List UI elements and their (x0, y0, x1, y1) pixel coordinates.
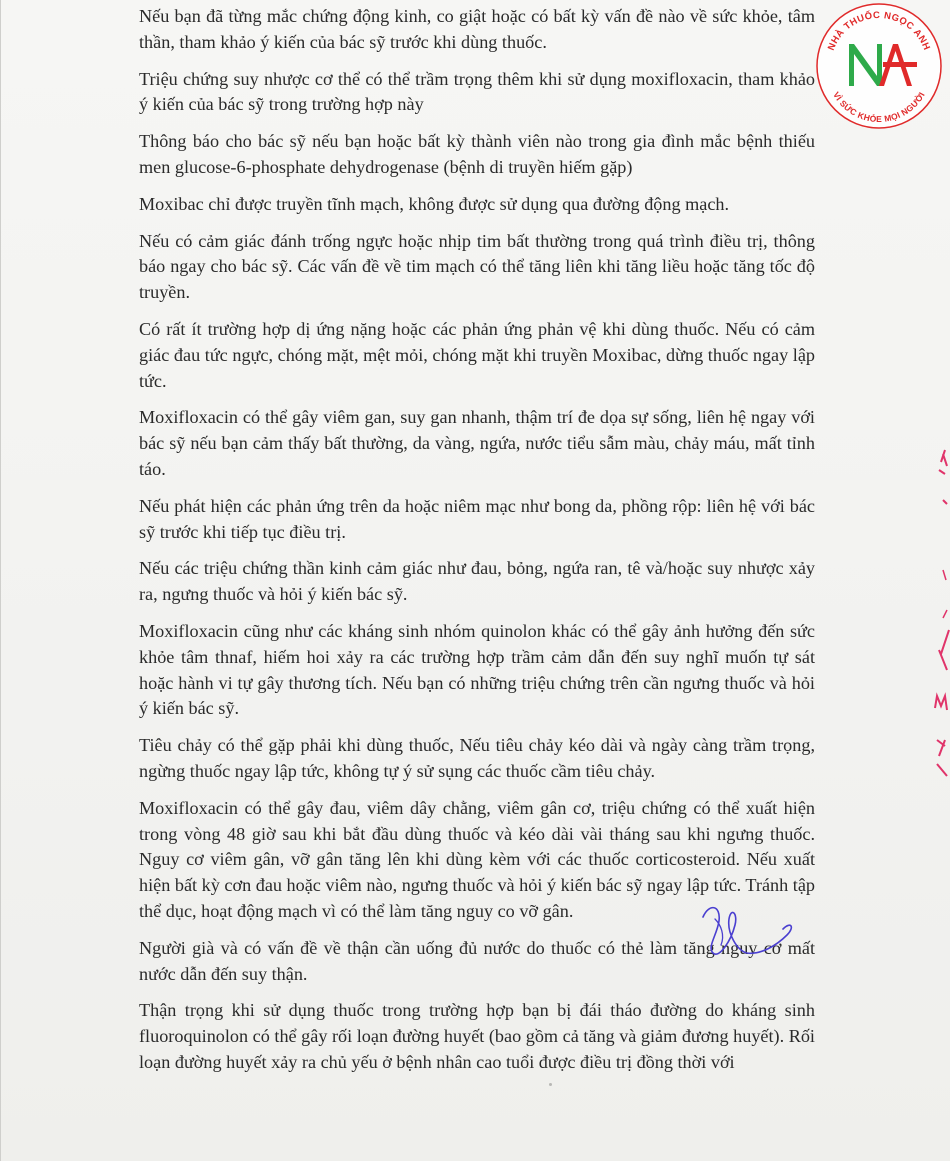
paragraph: Moxifloxacin có thể gây đau, viêm dây chằng, viêm gân cơ, triệu chứng có thể xuất hiện trong vòng 48 giờ sau khi bắt đầu dùng thuốc và kéo dài vài tháng sau khi ngưng thuốc. Nguy cơ viêm gân, vỡ gân tăng lên khi dùng kèm với các thuốc corticosteroid. Nếu xuất hiện bất kỳ cơn đau hoặc viêm nào, ngưng thuốc và hỏi ý kiến bác sỹ ngay lập tức. Tránh tập thể dục, hoạt động mạch vì có thể làm tăng nguy co vỡ gân. (139, 797, 815, 921)
logo-text-bottom: VÌ SỨC KHỎE MỌI NGƯỜI (831, 90, 927, 125)
paragraph: Moxibac chỉ được truyền tĩnh mạch, không được sử dụng qua đường động mạch. (139, 193, 730, 214)
paragraph: Có rất ít trường hợp dị ứng nặng hoặc các phản ứng phản vệ khi dùng thuốc. Nếu có cảm giác đau tức ngực, chóng mặt, mệt mỏi, chóng mặt khi truyền Moxibac, dừng thuốc ngay lập tức. (139, 318, 815, 391)
signature-icon (691, 895, 801, 965)
logo-text-top: NHÀ THUỐC NGỌC ANH (825, 9, 933, 53)
paragraph: Người già và có vấn đề về thận cần uống đủ nước do thuốc có thẻ làm tăng nguy cơ mất nước dẫn đến suy thận. (139, 937, 815, 984)
stamp-fragment-icon (931, 440, 950, 800)
paragraph: Nếu các triệu chứng thần kinh cảm giác như đau, bỏng, ngứa ran, tê và/hoặc suy nhược xảy ra, ngưng thuốc và hỏi ý kiến bác sỹ. (139, 558, 815, 605)
paragraph: Moxifloxacin cũng như các kháng sinh nhóm quinolon khác có thể gây ảnh hưởng đến sức khỏe tâm thnaf, hiếm hoi xảy ra các trường hợp trầm cảm dẫn đến suy nghĩ muốn tự sát hoặc hành vi tự gây thương tích. Nếu bạn có những triệu chứng trên cần ngưng thuốc và hỏi ý kiến bác sỹ. (139, 620, 815, 719)
paragraph: Nếu phát hiện các phản ứng trên da hoặc niêm mạc như bong da, phồng rộp: liên hệ với bác sỹ trước khi tiếp tục điều trị. (139, 495, 815, 542)
paragraph: Thận trọng khi sử dụng thuốc trong trường hợp bạn bị đái tháo đường do kháng sinh fluoroquinolon có thể gây rối loạn đường huyết (bao gồm cả tăng và giảm đương huyết). Rối loạn đường huyết xảy ra chủ yếu ở bệnh nhân cao tuổi được điều trị đồng thời với (139, 1000, 815, 1072)
paragraph: Tiêu chảy có thể gặp phải khi dùng thuốc, Nếu tiêu chảy kéo dài và ngày càng trầm trọng, ngừng thuốc ngay lập tức, không tự ý sử sụng các thuốc cầm tiêu chảy. (139, 735, 815, 781)
paragraph: Thông báo cho bác sỹ nếu bạn hoặc bất kỳ thành viên nào trong gia đình mắc bệnh thiếu men glucose-6-phosphate dehydrogenase (bệnh di truyền hiếm gặp) (139, 131, 815, 177)
logo-plus-bar (883, 62, 917, 67)
scan-speck (549, 1083, 552, 1086)
paragraph: Triệu chứng suy nhược cơ thể có thể trầm trọng thêm khi sử dụng moxifloxacin, tham khảo ý kiến của bác sỹ trong trường hợp này (139, 68, 815, 115)
paragraph: Nếu bạn đã từng mắc chứng động kinh, co giật hoặc có bất kỳ vấn đề nào về sức khỏe, tâm thần, tham khảo ý kiến của bác sỹ trước khi dùng thuốc. (139, 6, 815, 52)
paragraph: Nếu có cảm giác đánh trống ngực hoặc nhịp tim bất thường trong quá trình điều trị, thông báo ngay cho bác sỹ. Các vấn đề về tim mạch có thể tăng liên khi tăng liều hoặc tăng tốc độ truyền. (139, 230, 815, 303)
paragraph: Moxifloxacin có thể gây viêm gan, suy gan nhanh, thậm trí đe dọa sự sống, liên hệ ngay với bác sỹ nếu bạn cảm thấy bất thường, da vàng, ngứa, nước tiểu sẫm màu, chảy máu, mất tỉnh táo. (139, 407, 815, 479)
pharmacy-logo-icon (813, 0, 945, 132)
